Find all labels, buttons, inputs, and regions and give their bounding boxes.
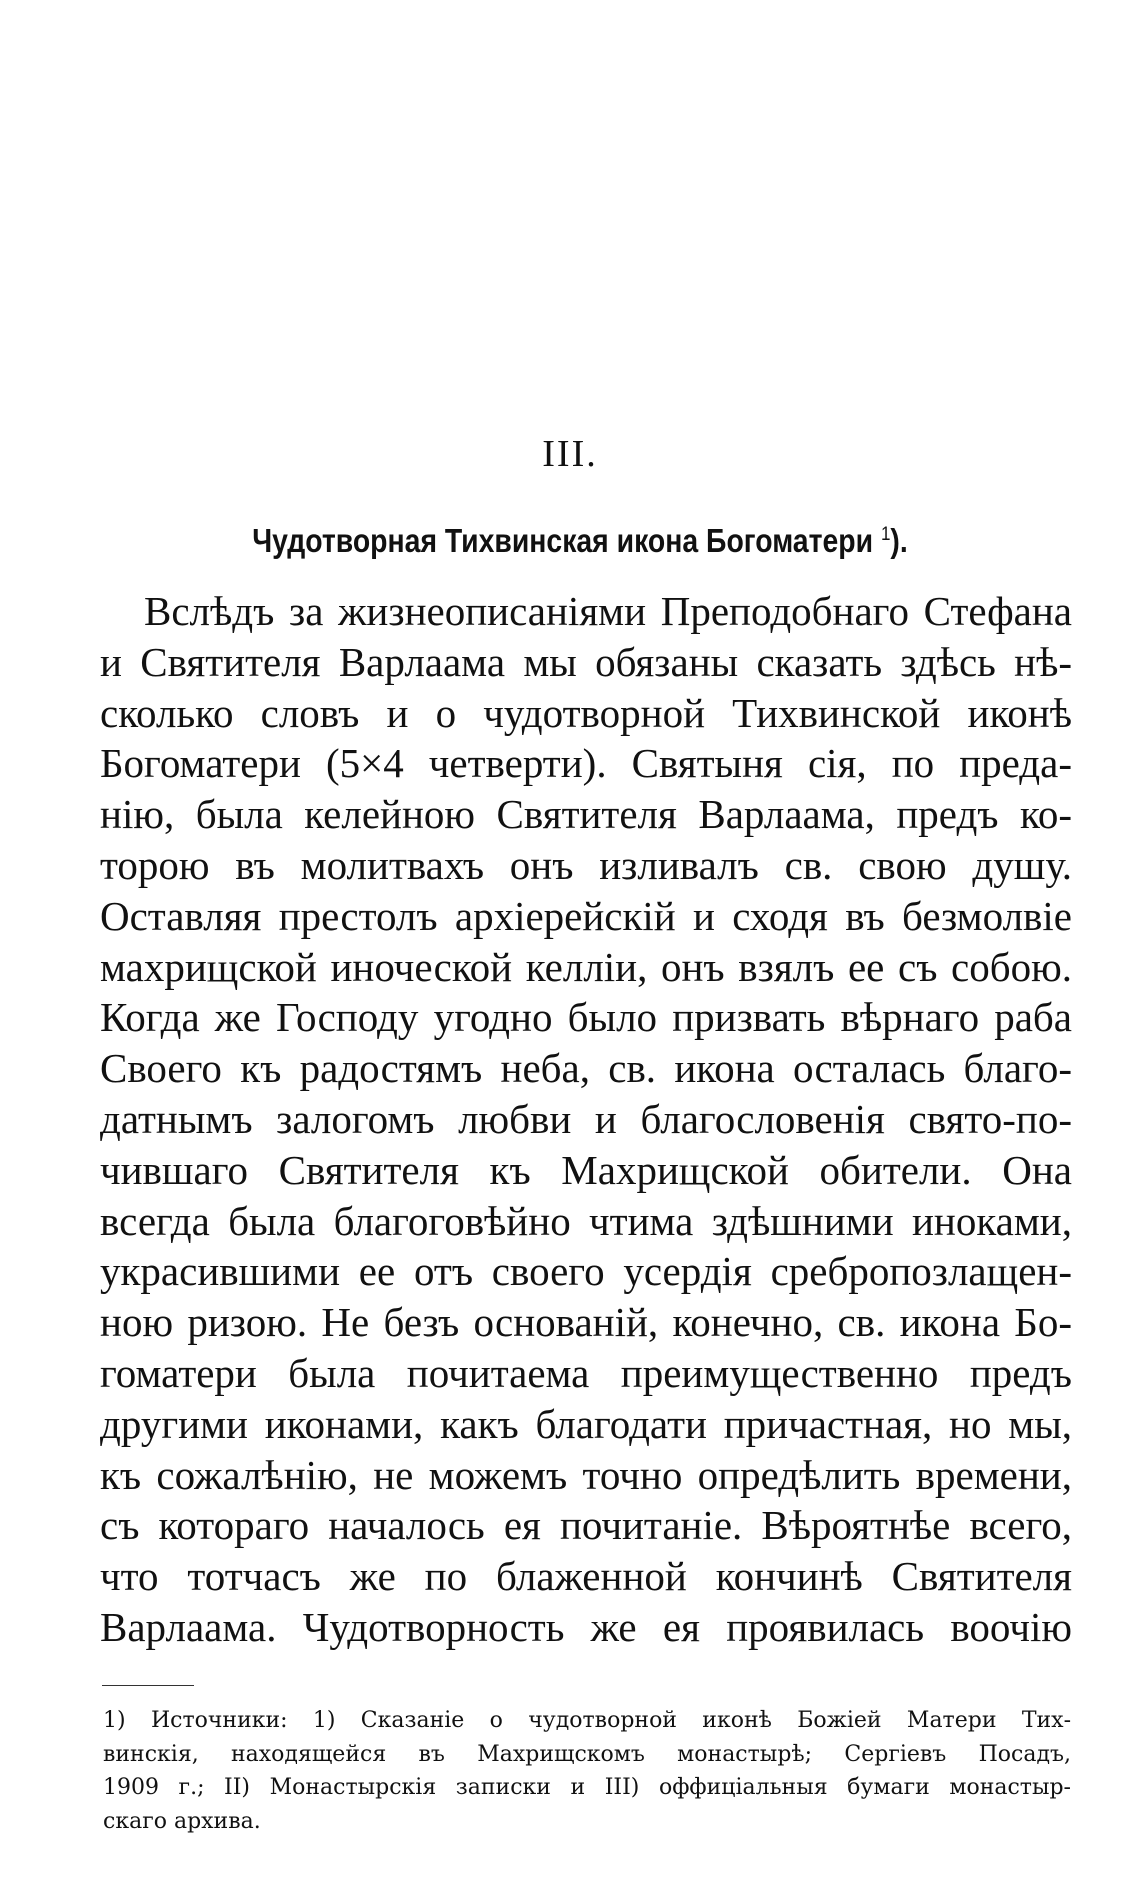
body-line: сколько словъ и о чудотворной Тихвинской иконѣ	[100, 689, 1072, 736]
body-line: что тотчасъ же по блаженной кончинѣ Святителя	[100, 1553, 1072, 1600]
body-line: Своего къ радостямъ неба, св. икона осталась благо-	[100, 1045, 1072, 1092]
body-line: ною ризою. Не безъ основаній, конечно, св. икона Бо-	[100, 1299, 1072, 1346]
chapter-title-text: Чудотворная Тихвинская икона Богоматери	[252, 522, 874, 559]
body-line: и Святителя Варлаама мы обязаны сказать здѣсь нѣ-	[100, 638, 1072, 685]
body-line: Богоматери (5×4 четверти). Святыня сія, по преда-	[100, 740, 1072, 787]
body-line: датнымъ залогомъ любви и благословенія свято-по-	[100, 1095, 1072, 1142]
footnote-line	[103, 1704, 1071, 1738]
chapter-title	[167, 522, 993, 560]
body-line: другими иконами, какъ благодати причастная, но мы,	[100, 1400, 1072, 1447]
body-line: махрищской иноческой келліи, онъ взялъ ее съ собою.	[100, 943, 1072, 990]
body-line: Оставляя престолъ архіерейскій и сходя въ безмолвіе	[100, 892, 1072, 939]
chapter-title-end: ).	[890, 522, 908, 559]
body-line: торою въ молитвахъ онъ изливалъ св. свою душу.	[100, 841, 1072, 888]
footnote-line: винскія, находящейся въ Махрищскомъ монастырѣ; Сергіевъ Посадъ,	[103, 1741, 1071, 1767]
chapter-number: III.	[542, 433, 598, 475]
body-line: нію, была келейною Святителя Варлаама, предъ ко-	[100, 791, 1072, 838]
footnote	[103, 1704, 1071, 1838]
body-line: съ котораго началось ея почитаніе. Вѣроятнѣе всего,	[100, 1502, 1072, 1549]
body-line: всегда была благоговѣйно чтима здѣшними иноками,	[100, 1197, 1072, 1244]
body-line: Когда же Господу угодно было призвать вѣрнаго раба	[100, 994, 1072, 1041]
body-line: украсившими ее отъ своего усердія сребропозлащен-	[100, 1248, 1072, 1295]
footnote-divider	[102, 1685, 194, 1686]
body-line: Вслѣдъ за жизнеописаніями Преподобнаго Стефана	[144, 588, 1072, 634]
body-line: гоматери была почитаема преимущественно предъ	[100, 1349, 1072, 1396]
footnote-line-text: Источники: 1) Сказаніе о чудотворной иконѣ Божіей Матери Тих-	[150, 1708, 1072, 1733]
body-line: чившаго Святителя къ Махрищской обители. Она	[100, 1146, 1072, 1193]
footnote-reference: 1	[880, 523, 891, 545]
body-line: Варлаама. Чудотворность же ея проявилась воочію	[100, 1603, 1072, 1650]
body-line: къ сожалѣнію, не можемъ точно опредѣлить времени,	[100, 1451, 1072, 1498]
footnote-line: скаго архива.	[103, 1808, 261, 1834]
footnote-line: 1909 г.; II) Монастырскія записки и III) оффиціальныя бумаги монастыр-	[103, 1775, 1071, 1800]
footnote-mark: 1)	[103, 1708, 126, 1733]
body-text	[100, 586, 1072, 1653]
